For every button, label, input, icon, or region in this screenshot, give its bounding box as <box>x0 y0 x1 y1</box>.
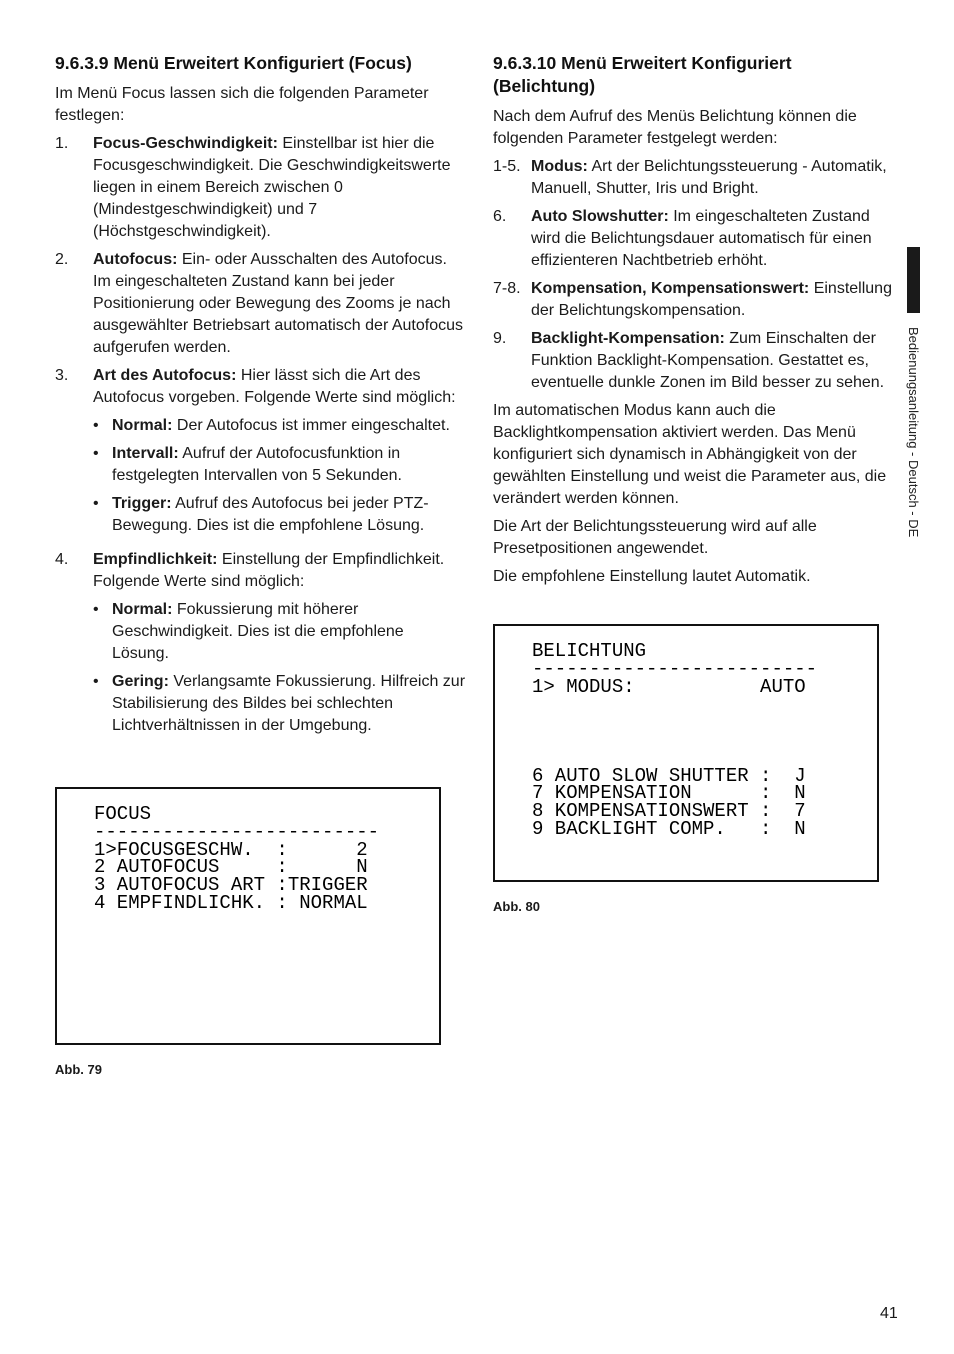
item-number: 7-8. <box>493 280 521 297</box>
bullet-text: Fokussierung mit höherer Geschwindigkeit. Dies ist die empfohlene Lösung. <box>112 601 404 662</box>
list-item <box>55 365 465 543</box>
item-text: Ein- oder Ausschalten des Autofocus. Im eingeschalteten Zustand kann bei jeder Positionierung oder Bewegung des Zooms je nach ausgewählter Betriebsart automatisch der Autofocus aufgerufen werden. <box>93 251 463 356</box>
item-term: Focus-Geschwindigkeit: <box>93 135 278 152</box>
side-label: Bedienungsanleitung - Deutsch - DE <box>906 327 921 538</box>
paragraph-presets: Die Art der Belichtungssteuerung wird auf alle Presetpositionen angewendet. <box>493 518 817 557</box>
bullet-term: Trigger: <box>112 495 172 512</box>
belichtung-menu-text: BELICHTUNG ------------------------- 1> MODUS: AUTO 6 AUTO SLOW SHUTTER : J 7 KOMPENSATION : N 8 KOMPENSATIONSWERT : 7 9 BACKLIGHT COMP. : N <box>532 640 818 840</box>
item-number: 2. <box>55 251 69 268</box>
item-text: Art der Belichtungssteuerung - Automatik, Manuell, Shutter, Iris und Bright. <box>531 158 887 197</box>
list-item <box>493 278 898 322</box>
belichtung-menu-screen <box>493 624 879 882</box>
bullet-item: • Gering: Verlangsamte Fokussierung. Hilfreich zur Stabilisierung des Bildes bei schlechten Lichtverhältnissen in der Umgebung. <box>93 673 466 734</box>
bullet-item: • Normal: Fokussierung mit höherer Geschwindigkeit. Dies ist die empfohlene Lösung. <box>93 601 404 662</box>
paragraph-recommendation: Die empfohlene Einstellung lautet Automatik. <box>493 568 811 585</box>
list-item <box>493 328 898 394</box>
bullet-term: Gering: <box>112 673 169 690</box>
item-number: 1. <box>55 135 69 152</box>
item-term: Backlight-Kompensation: <box>531 330 725 347</box>
item-number: 6. <box>493 208 507 225</box>
section-heading-belichtung: 9.6.3.10 Menü Erweitert Konfiguriert (Belichtung) <box>493 53 792 96</box>
section-heading-focus: 9.6.3.9 Menü Erweitert Konfiguriert (Focus) <box>55 53 412 73</box>
item-text: Zum Einschalten der Funktion Backlight-Kompensation. Gestattet es, eventuelle dunkle Zonen im Bild besser zu sehen. <box>531 330 885 391</box>
focus-menu-text: FOCUS ------------------------- 1>FOCUSGESCHW. : 2 2 AUTOFOCUS : N 3 AUTOFOCUS ART :TRIGGER 4 EMPFINDLICHK. : NORMAL <box>94 803 380 914</box>
bullet-text: Aufruf des Autofocus bei jeder PTZ-Bewegung. Dies ist die empfohlene Lösung. <box>112 495 429 534</box>
item-number: 1-5. <box>493 158 521 175</box>
item-number: 9. <box>493 330 507 347</box>
bullet-term: Intervall: <box>112 445 179 462</box>
item-term: Modus: <box>531 158 588 175</box>
paragraph-auto-mode: Im automatischen Modus kann auch die Backlightkompensation aktiviert werden. Das Menü konfiguriert sich dynamisch in Abhängigkeit von der gewählten Einstellung und weist die Parameter aus, die verändert werden können. <box>493 402 887 507</box>
bullet-item: • Intervall: Aufruf der Autofocusfunktion in festgelegten Intervallen von 5 Sekunden. <box>93 445 402 484</box>
bullet-item: • Trigger: Aufruf des Autofocus bei jeder PTZ-Bewegung. Dies ist die empfohlene Lösung. <box>93 495 429 534</box>
figure-caption-80: Abb. 80 <box>493 899 540 914</box>
item-term: Art des Autofocus: <box>93 367 237 384</box>
belichtung-intro: Nach dem Aufruf des Menüs Belichtung können die folgenden Parameter festgelegt werden: <box>493 108 857 147</box>
focus-menu-screen <box>55 787 441 1045</box>
item-text: Hier lässt sich die Art des Autofocus vorgeben. Folgende Werte sind möglich: <box>93 367 456 406</box>
page-number: 41 <box>880 1305 898 1322</box>
item-term: Auto Slowshutter: <box>531 208 669 225</box>
bullet-text: Aufruf der Autofocusfunktion in festgelegten Intervallen von 5 Sekunden. <box>112 445 402 484</box>
left-column <box>55 50 465 749</box>
item-term: Empfindlichkeit: <box>93 551 218 568</box>
list-item <box>55 249 465 359</box>
bullet-text: Verlangsamte Fokussierung. Hilfreich zur Stabilisierung des Bildes bei schlechten Lichtverhältnissen in der Umgebung. <box>112 673 466 734</box>
item-term: Autofocus: <box>93 251 178 268</box>
list-item <box>493 156 898 200</box>
item-number: 4. <box>55 551 69 568</box>
item-number: 3. <box>55 367 69 384</box>
right-column <box>493 50 898 594</box>
item-text: Im eingeschalteten Zustand wird die Belichtungsdauer automatisch für einen effizienteren Nachtbetrieb erhöht. <box>531 208 872 269</box>
figure-caption-79: Abb. 79 <box>55 1062 102 1077</box>
list-item <box>493 206 898 272</box>
list-item <box>55 133 465 243</box>
focus-intro: Im Menü Focus lassen sich die folgenden Parameter festlegen: <box>55 85 429 124</box>
list-item <box>55 549 465 743</box>
bullet-term: Normal: <box>112 417 173 434</box>
bullet-item: • Normal: Der Autofocus ist immer eingeschaltet. <box>93 417 450 434</box>
item-term: Kompensation, Kompensationswert: <box>531 280 810 297</box>
bullet-term: Normal: <box>112 601 173 618</box>
item-text: Einstellbar ist hier die Focusgeschwindigkeit. Die Geschwindigkeitswerte liegen in einem Bereich zwischen 0 (Mindestgeschwindigkeit) und 7 (Höchstgeschwindigkeit). <box>93 135 451 240</box>
section-tab-marker <box>907 247 920 313</box>
item-text: Einstellung der Empfindlichkeit. Folgende Werte sind möglich: <box>93 551 445 590</box>
item-text: Einstellung der Belichtungskompensation. <box>531 280 892 319</box>
bullet-text: Der Autofocus ist immer eingeschaltet. <box>172 417 450 434</box>
